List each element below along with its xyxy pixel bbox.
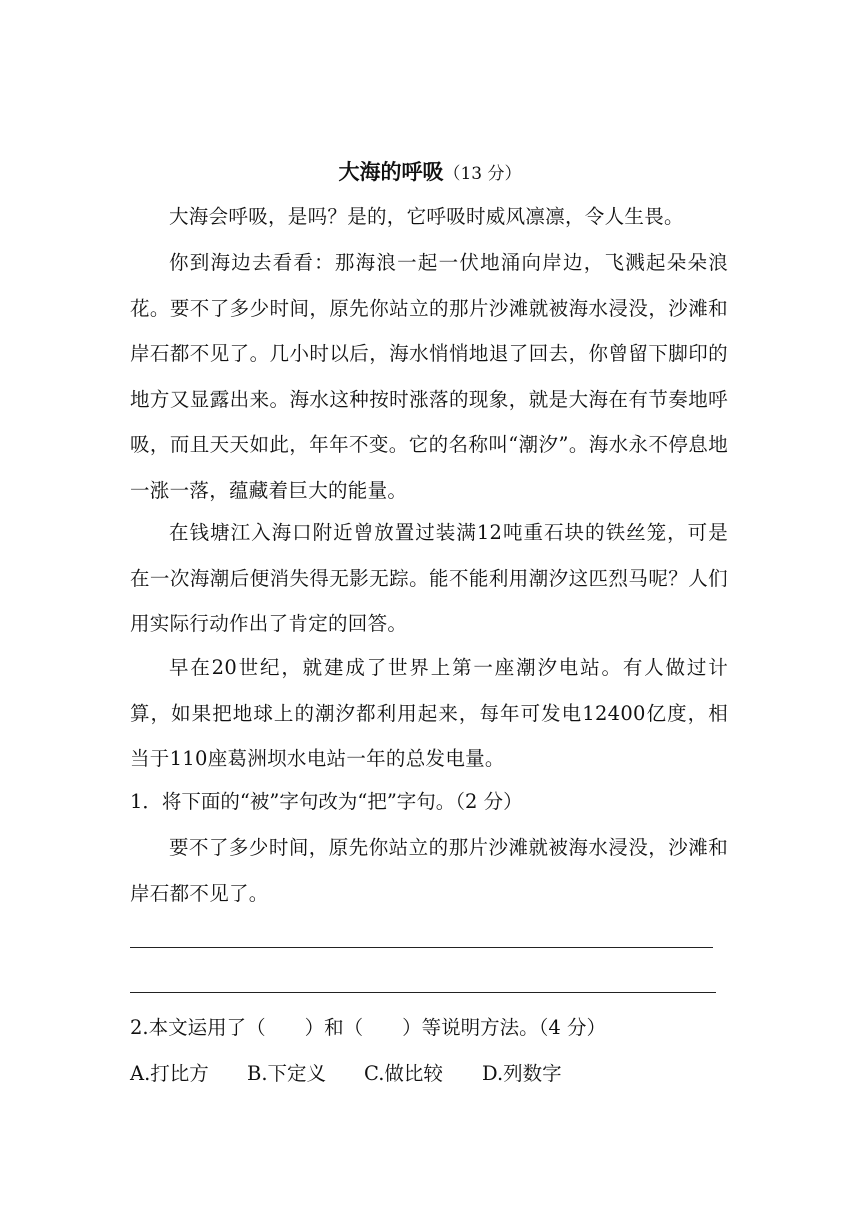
question-1-prompt: 1．将下面的“被”字句改为“把”字句。（2 分） <box>130 790 523 813</box>
title-score: （13 分） <box>443 164 522 184</box>
option-b: B.下定义 <box>247 1062 327 1085</box>
option-d: D.列数字 <box>482 1062 562 1085</box>
title-text: 大海的呼吸 <box>338 160 444 184</box>
paragraph-1: 大海会呼吸，是吗？是的，它呼吸时威风凛凛，令人生畏。 <box>169 205 684 228</box>
answer-line-2[interactable] <box>130 992 716 993</box>
passage-title <box>0 158 860 188</box>
paragraph-4: 早在20世纪，就建成了世界上第一座潮汐电站。有人做过计算，如果把地球上的潮汐都利用起来，每年可发电12400亿度，相当于110座葛洲坝水电站一年的总发电量。 <box>130 656 728 770</box>
question-2-prompt: 2.本文运用了（ ）和（ ）等说明方法。（4 分） <box>130 1016 606 1039</box>
paragraph-3: 在钱塘江入海口附近曾放置过装满12吨重石块的铁丝笼，可是在一次海潮后便消失得无影无踪。能不能利用潮汐这匹烈马呢？人们用实际行动作出了肯定的回答。 <box>130 521 728 635</box>
answer-line-1[interactable] <box>130 947 713 948</box>
paragraph-2: 你到海边去看看：那海浪一起一伏地涌向岸边，飞溅起朵朵浪花。要不了多少时间，原先你站立的那片沙滩就被海水浸没，沙滩和岸石都不见了。几小时以后，海水悄悄地退了回去，你曾留下脚印的地方又显露出来。海水这种按时涨落的现象，就是大海在有节奏地呼吸，而且天天如此，年年不变。它的名称叫“潮汐”。海水永不停息地一涨一落，蕴藏着巨大的能量。 <box>130 251 728 502</box>
question-1-sentence: 要不了多少时间，原先你站立的那片沙滩就被海水浸没，沙滩和岸石都不见了。 <box>130 836 728 905</box>
option-a: A.打比方 <box>130 1062 209 1085</box>
option-c: C.做比较 <box>364 1062 443 1085</box>
